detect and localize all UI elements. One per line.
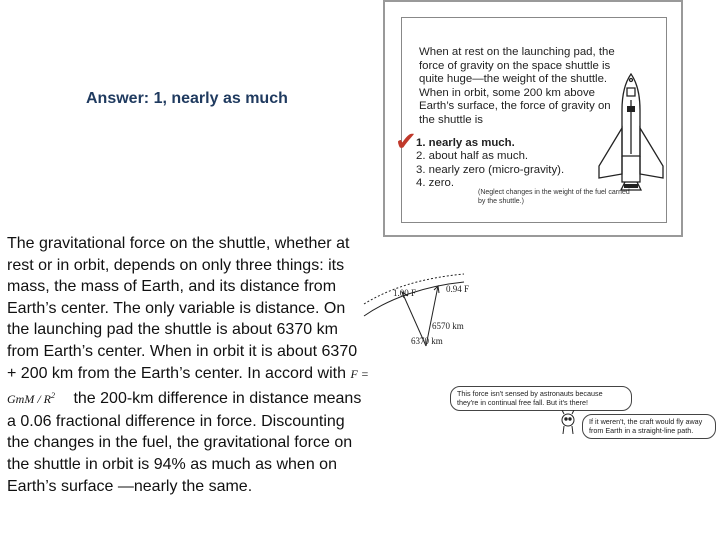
quiz-option-1: 1. nearly as much. — [416, 137, 515, 149]
answer-heading: Answer: 1, nearly as much — [86, 90, 288, 107]
alien-character-icon — [558, 410, 578, 436]
quiz-option-2: 2. about half as much. — [416, 150, 529, 163]
space-shuttle-icon — [591, 70, 671, 195]
quiz-question: When at rest on the launching pad, the force of gravity on the space shuttle is quite huge—the weight of the shuttle. When in orbit, some 200 km above Earth’s surface, the force of gravity on the shuttle is — [419, 46, 615, 126]
explanation-text — [7, 233, 369, 497]
quiz-option-4: 4. zero. — [416, 177, 454, 190]
surface-force-label: 1.00 F — [393, 288, 417, 298]
orbit-force-label: 0.94 F — [446, 284, 470, 294]
speech-bubble-straight-line-note: If it weren't, the craft would fly away from Earth in a straight-line path. — [582, 414, 716, 439]
quiz-note: (Neglect changes in the weight of the fuel carried by the shuttle.) — [478, 189, 630, 205]
explanation-part-1: The gravitational force on the shuttle, whether at rest or in orbit, depends on only three things: its mass, the mass of Earth, and its distance from Earth’s center. The only variable is distance. On the launching pad the shuttle is about 6370 km from Earth’s center. When in orbit it is about 6370 + 200 km from the Earth’s center. In accord with — [7, 235, 358, 382]
orbit-radius-label: 6570 km — [432, 321, 464, 331]
formula-text: F = GmM / R — [7, 366, 369, 407]
surface-radius-label: 6370 km — [411, 336, 443, 346]
speech-bubble-astronaut-note: This force isn't sensed by astronauts because they're in continual free fall. But it's there! — [450, 386, 632, 411]
explanation-part-2: the 200-km difference in distance means a 0.06 fractional difference in force. Discounting the changes in the fuel, the gravitational force on the shuttle in orbit is 94% as much as when on Earth’s surface —nearly the same. — [7, 390, 362, 495]
quiz-options — [416, 137, 564, 191]
checkmark-icon: ✔ — [395, 126, 417, 156]
quiz-option-3: 3. nearly zero (micro-gravity). — [416, 163, 565, 176]
formula-exponent: 2 — [51, 391, 55, 401]
